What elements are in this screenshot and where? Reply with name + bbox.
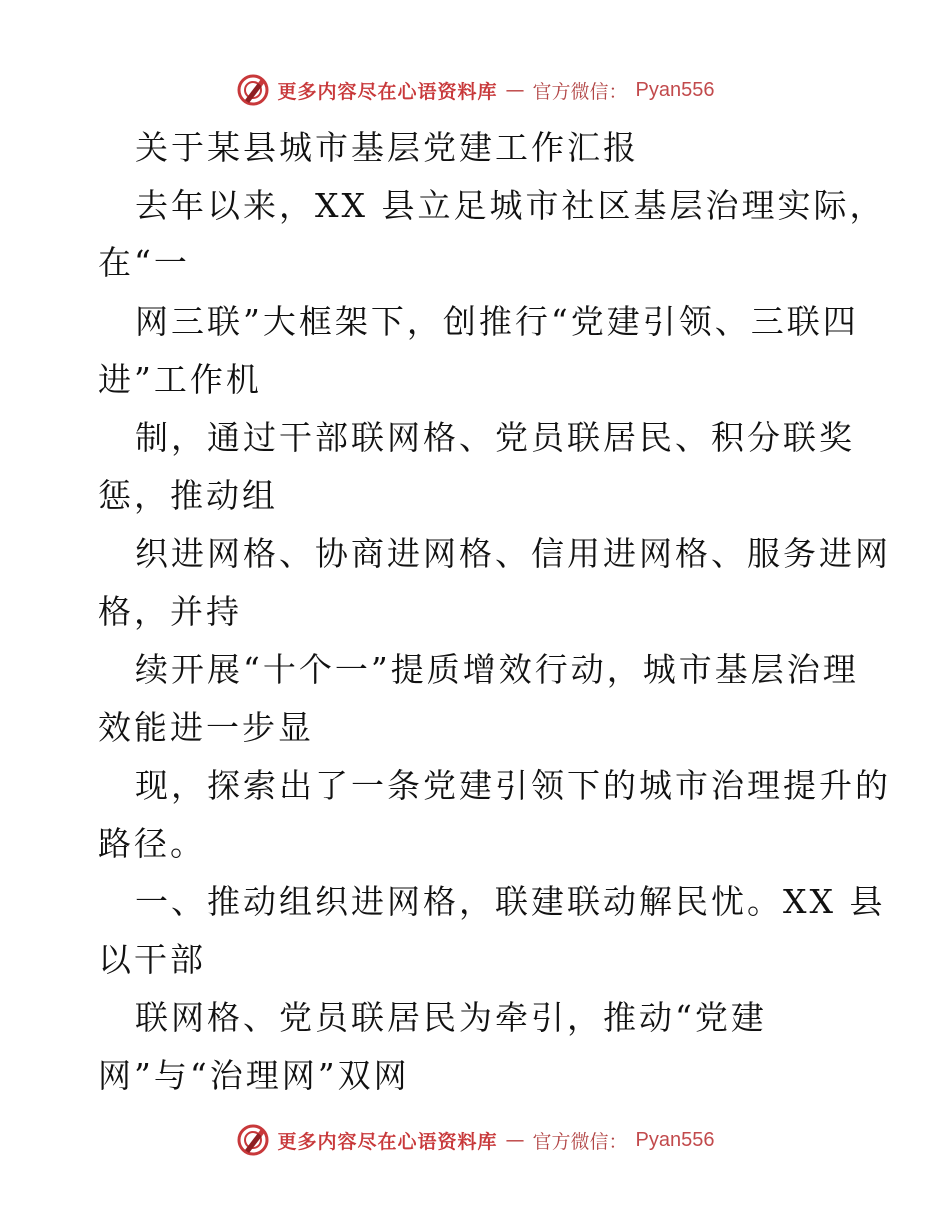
watermark-wechat-id: Pyan556: [635, 78, 715, 101]
document-line: 去年以来，XX 县立足城市社区基层治理实际，: [135, 186, 886, 225]
document-line: 惩，推动组: [98, 476, 278, 515]
document-line: 联网格、党员联居民为牵引，推动“党建: [135, 998, 767, 1037]
watermark-separator: —: [505, 79, 525, 101]
watermark-site-text: 更多内容尽在心语资料库: [277, 1130, 498, 1153]
document-line: 路径。: [98, 824, 206, 863]
red-pen-circle-logo-icon: [236, 1123, 270, 1157]
red-pen-circle-logo-icon: [236, 73, 270, 107]
document-line: 网”与“治理网”双网: [98, 1056, 410, 1095]
watermark-banner-top: [0, 70, 950, 110]
document-line: 以干部: [98, 940, 206, 979]
document-line: 一、推动组织进网格，联建联动解民忧。XX 县: [135, 882, 886, 921]
watermark-wechat-label: 官方微信：: [532, 80, 628, 103]
document-line: 进”工作机: [98, 360, 262, 399]
document-line: 续开展“十个一”提质增效行动，城市基层治理: [135, 650, 859, 689]
document-title: 关于某县城市基层党建工作汇报: [135, 128, 639, 167]
document-line: 现，探索出了一条党建引领下的城市治理提升的: [135, 766, 891, 805]
watermark-separator: —: [505, 1129, 525, 1151]
document-line: 网三联”大框架下，创推行“党建引领、三联四: [135, 302, 859, 341]
document-line: 在“一: [98, 243, 190, 282]
watermark-site-text: 更多内容尽在心语资料库: [277, 80, 498, 103]
watermark-banner-bottom: [0, 1120, 950, 1160]
watermark-wechat-id: Pyan556: [635, 1128, 715, 1151]
watermark-wechat-label: 官方微信：: [532, 1130, 628, 1153]
document-line: 格，并持: [98, 592, 242, 631]
document-line: 制，通过干部联网格、党员联居民、积分联奖: [135, 418, 855, 457]
document-line: 效能进一步显: [98, 708, 314, 747]
document-line: 织进网格、协商进网格、信用进网格、服务进网: [135, 534, 891, 573]
